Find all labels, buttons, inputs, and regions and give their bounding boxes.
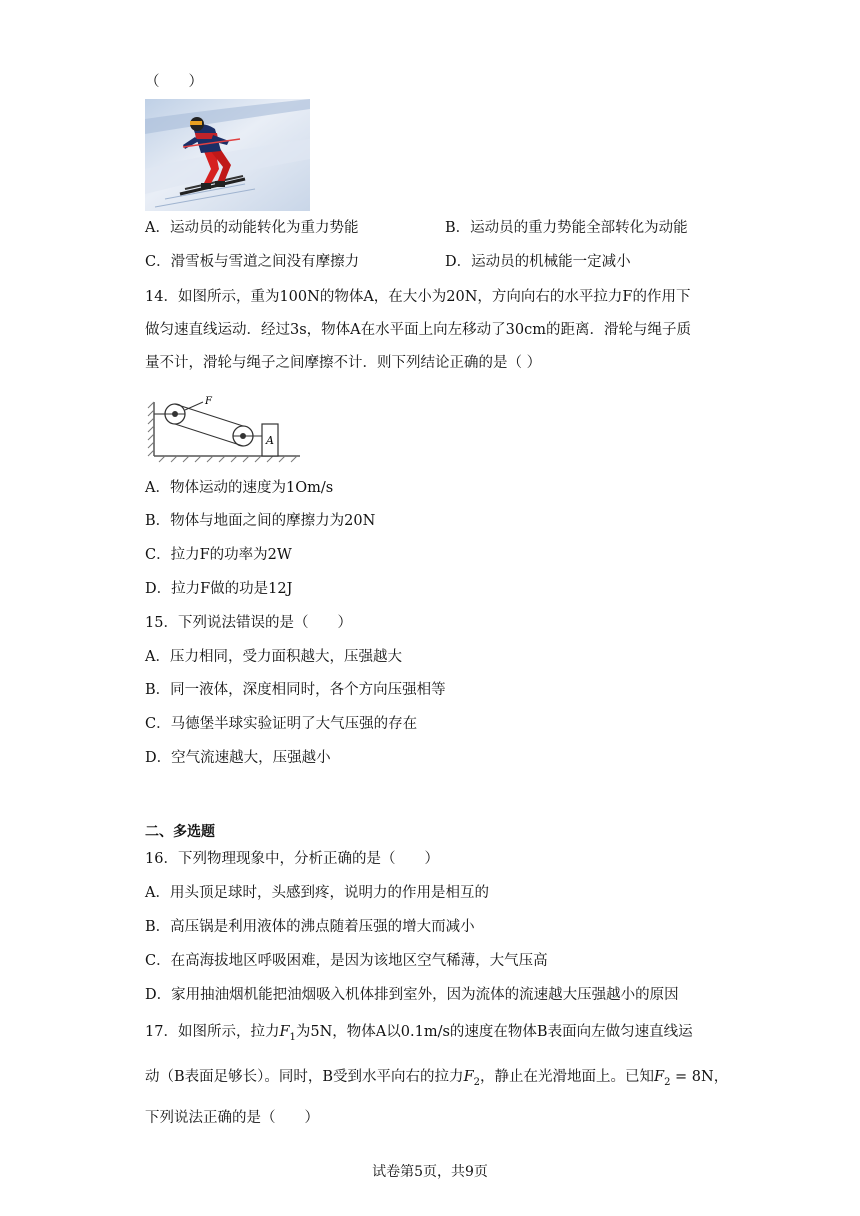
q16-option-a: A．用头顶足球时，头感到疼，说明力的作用是相互的 <box>145 885 489 901</box>
q16-option-c: C．在高海拔地区呼吸困难，是因为该地区空气稀薄，大气压高 <box>145 953 548 969</box>
force-symbol-f2-given: F <box>654 1069 665 1085</box>
force-symbol-f2: F <box>463 1069 474 1085</box>
q14-option-a: A．物体运动的速度为1Om/s <box>145 480 334 496</box>
pulley-diagram <box>145 394 305 464</box>
skier-photo <box>145 99 310 211</box>
q14-stem-line2: 做匀速直线运动．经过3s，物体A在水平面上向左移动了30cm的距离．滑轮与绳子质 <box>145 322 691 338</box>
q14-stem-line1: 14．如图所示，重为100N的物体A，在大小为20N，方向向右的水平拉力F的作用下 <box>145 289 691 305</box>
q17-line1-part-a: 17．如图所示，拉力 <box>145 1024 280 1040</box>
q16-option-d: D．家用抽油烟机能把油烟吸入机体排到室外，因为流体的流速越大压强越小的原因 <box>145 987 679 1003</box>
q17-line2-part-c: = 8N， <box>670 1069 729 1085</box>
force-symbol-f1: F <box>279 1024 290 1040</box>
q17-stem-line1 <box>145 1022 693 1048</box>
q15-option-a: A．压力相同，受力面积越大，压强越大 <box>145 649 402 665</box>
force-subscript-2: 2 <box>473 1076 480 1088</box>
q14-option-d: D．拉力F做的功是12J <box>145 581 293 597</box>
q17-line2-part-a: 动（B表面足够长）。同时，B受到水平向右的拉力 <box>145 1069 464 1085</box>
q17-line1-part-b: 为5N，物体A以0.1m/s的速度在物体B表面向左做匀速直线运 <box>295 1024 693 1040</box>
q17-stem-line3: 下列说法正确的是（ ） <box>145 1110 319 1126</box>
q15-option-d: D．空气流速越大，压强越小 <box>145 750 331 766</box>
q17-line2-part-b: ，静止在光滑地面上。已知 <box>480 1069 654 1085</box>
q13-answer-bracket: （ ） <box>145 74 203 90</box>
section-heading: 二、多选题 <box>145 824 215 840</box>
q14-stem-line3: 量不计，滑轮与绳子之间摩擦不计．则下列结论正确的是（ ） <box>145 355 542 371</box>
q17-stem-line2 <box>145 1067 728 1093</box>
q13-option-a: A．运动员的动能转化为重力势能 <box>145 220 359 236</box>
q14-option-c: C．拉力F的功率为2W <box>145 547 292 563</box>
q13-option-d: D．运动员的机械能一定减小 <box>445 254 631 270</box>
q14-option-b: B．物体与地面之间的摩擦力为20N <box>145 513 376 529</box>
force-subscript-2-given: 2 <box>664 1076 671 1088</box>
page-footer: 试卷第5页，共9页 <box>372 1164 488 1180</box>
force-subscript-1: 1 <box>289 1031 296 1043</box>
q15-option-c: C．马德堡半球实验证明了大气压强的存在 <box>145 716 418 732</box>
q13-option-b: B．运动员的重力势能全部转化为动能 <box>445 220 688 236</box>
q15-stem: 15．下列说法错误的是（ ） <box>145 615 352 631</box>
force-label: F <box>205 396 212 407</box>
q16-option-b: B．高压锅是利用液体的沸点随着压强的增大而减小 <box>145 919 475 935</box>
q16-stem: 16．下列物理现象中，分析正确的是（ ） <box>145 851 439 867</box>
q15-option-b: B．同一液体，深度相同时，各个方向压强相等 <box>145 682 446 698</box>
block-label: A <box>266 434 274 447</box>
q13-option-c: C．滑雪板与雪道之间没有摩擦力 <box>145 254 360 270</box>
